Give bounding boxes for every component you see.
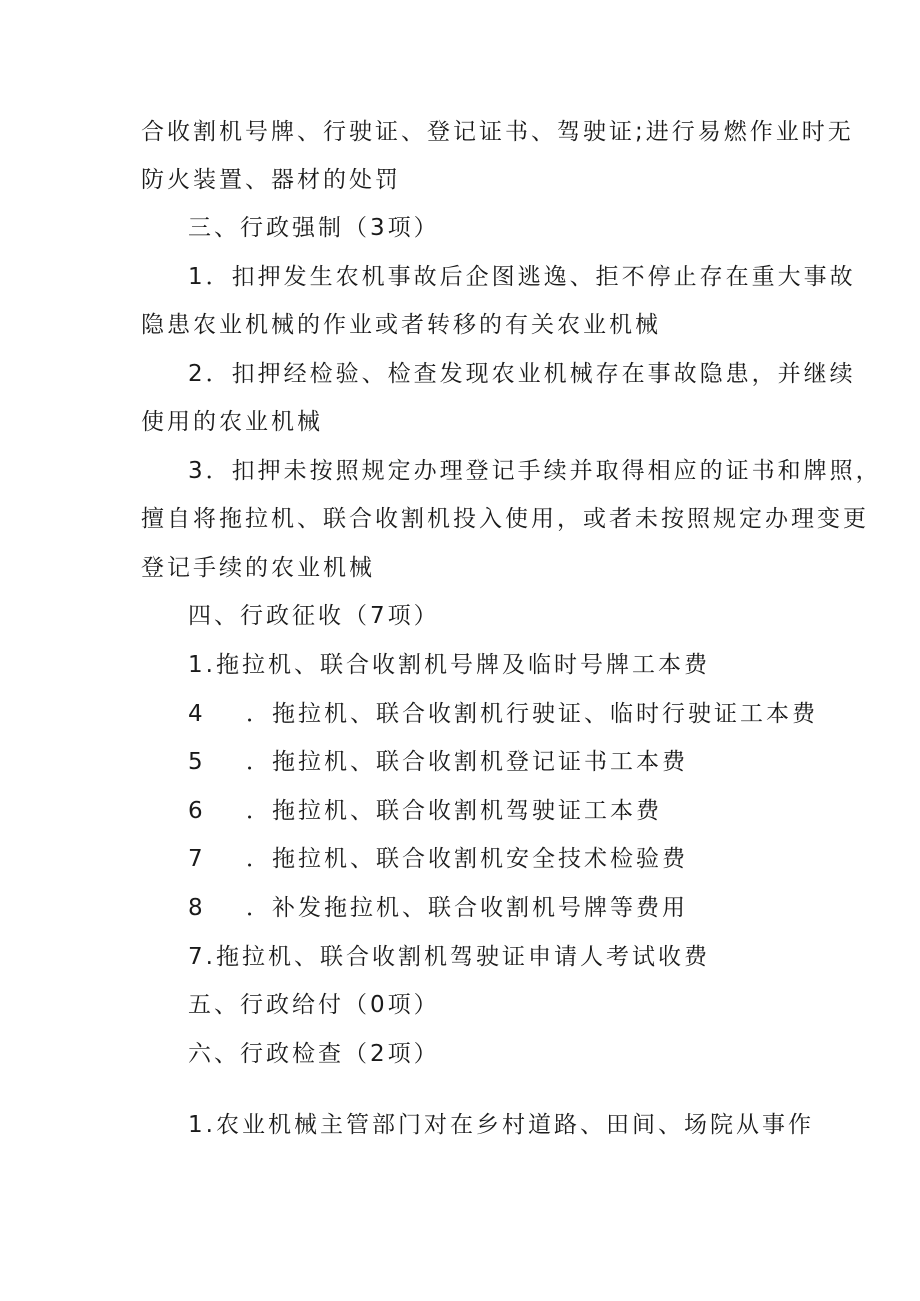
list-item-text: ．拖拉机、联合收割机行驶证、临时行驶证工本费 — [246, 701, 818, 727]
section-heading-administrative-enforcement: 三、行政强制（3项） — [188, 215, 440, 241]
section-heading-administrative-inspection: 六、行政检查（2项） — [188, 1041, 440, 1067]
list-item: 7.拖拉机、联合收割机驾驶证申请人考试收费 — [188, 944, 710, 970]
list-item: 1.农业机械主管部门对在乡村道路、田间、场院从事作 — [188, 1112, 814, 1138]
list-item-line: 2．扣押经检验、检查发现农业机械存在事故隐患，并继续 — [188, 361, 856, 387]
list-item-text: ．拖拉机、联合收割机安全技术检验费 — [246, 846, 688, 872]
list-item-line: 3．扣押未按照规定办理登记手续并取得相应的证书和牌照， — [188, 458, 882, 484]
section-heading-administrative-payment: 五、行政给付（0项） — [188, 992, 440, 1018]
list-item-line: 使用的农业机械 — [141, 409, 323, 435]
list-item — [188, 796, 662, 826]
list-item-number: 7 — [188, 846, 206, 872]
list-item-number: 5 — [188, 749, 206, 775]
list-item-line: 登记手续的农业机械 — [141, 555, 375, 581]
list-item-number: 6 — [188, 798, 206, 824]
list-item-text: ．补发拖拉机、联合收割机号牌等费用 — [246, 895, 688, 921]
list-item — [188, 699, 818, 729]
paragraph-line: 防火装置、器材的处罚 — [141, 167, 401, 193]
section-heading-administrative-levy: 四、行政征收（7项） — [188, 603, 440, 629]
list-item — [188, 893, 688, 923]
list-item-line: 1．扣押发生农机事故后企图逃逸、拒不停止存在重大事故 — [188, 264, 856, 290]
list-item-line: 擅自将拖拉机、联合收割机投入使用，或者未按照规定办理变更 — [141, 506, 869, 532]
list-item — [188, 844, 688, 874]
paragraph-line: 合收割机号牌、行驶证、登记证书、驾驶证;进行易燃作业时无 — [141, 119, 854, 145]
list-item-number: 8 — [188, 895, 206, 921]
list-item — [188, 747, 688, 777]
list-item-text: ．拖拉机、联合收割机登记证书工本费 — [246, 749, 688, 775]
list-item-text: ．拖拉机、联合收割机驾驶证工本费 — [246, 798, 662, 824]
list-item-line: 隐患农业机械的作业或者转移的有关农业机械 — [141, 312, 661, 338]
list-item-number: 4 — [188, 701, 206, 727]
list-item: 1.拖拉机、联合收割机号牌及临时号牌工本费 — [188, 652, 710, 678]
